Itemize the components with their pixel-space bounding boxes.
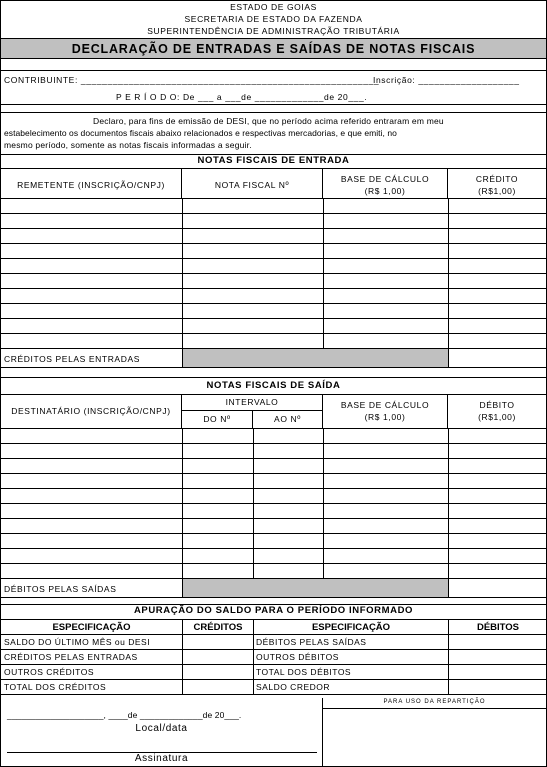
entrada-table[interactable]	[0, 198, 547, 368]
table-row[interactable]	[1, 459, 547, 474]
table-row[interactable]	[1, 504, 547, 519]
local-data-field[interactable]: ____________________, ____de _____________de 20___.	[7, 710, 242, 720]
table-row[interactable]	[1, 564, 547, 579]
table-row[interactable]	[1, 519, 547, 534]
table-row[interactable]	[1, 444, 547, 459]
col-debito: DÉBITO	[479, 400, 515, 410]
signature-label: Assinatura	[134, 753, 189, 764]
declaration-line-2: estabelecimento os documentos fiscais abaixo relacionados e respectivas mercadorias, e que emiti, no	[4, 128, 397, 138]
table-row[interactable]	[1, 429, 547, 444]
superintendence-name: SUPERINTENDÊNCIA DE ADMINISTRAÇÃO TRIBUTÁRIA	[147, 26, 400, 36]
table-row[interactable]	[1, 229, 547, 244]
apuracao-right-label: SALDO CREDOR	[254, 680, 449, 695]
col-remetente: REMETENTE (INSCRIÇÃO/CNPJ)	[17, 180, 165, 190]
table-row[interactable]	[1, 650, 547, 665]
apuracao-right-label: DÉBITOS PELAS SAÍDAS	[254, 635, 449, 650]
table-row[interactable]	[1, 489, 547, 504]
apuracao-left-label: SALDO DO ÚLTIMO MÊS ou DESI	[1, 635, 183, 650]
apuracao-h-debitos: DÉBITOS	[449, 620, 547, 635]
col-credito-unit: (R$1,00)	[478, 186, 516, 196]
table-row[interactable]	[1, 680, 547, 695]
table-row[interactable]	[1, 319, 547, 334]
table-row[interactable]	[1, 199, 547, 214]
table-row[interactable]	[1, 534, 547, 549]
entrada-total-label: CRÉDITOS PELAS ENTRADAS	[4, 354, 140, 364]
apuracao-table[interactable]	[0, 619, 547, 695]
apuracao-header-row	[1, 620, 547, 635]
col-intervalo: INTERVALO	[225, 397, 279, 407]
col-base-calculo: BASE DE CÁLCULO	[340, 174, 430, 184]
col-destinatario: DESTINATÁRIO (INSCRIÇÃO/CNPJ)	[11, 406, 171, 416]
periodo-field[interactable]: P E R Í O D O: De ___ a ___de _____________de 20___.	[116, 92, 368, 102]
entrada-section-title: NOTAS FISCAIS DE ENTRADA	[197, 155, 350, 166]
apuracao-h-creditos: CRÉDITOS	[183, 620, 254, 635]
apuracao-h-espec-2: ESPECIFICAÇÃO	[254, 620, 449, 635]
apuracao-h-espec: ESPECIFICAÇÃO	[1, 620, 183, 635]
col-base-calculo-saida: BASE DE CÁLCULO	[340, 400, 430, 410]
reparticao-label: PARA USO DA REPARTIÇÃO	[383, 699, 486, 705]
local-data-label: Local/data	[135, 723, 188, 734]
declaration-line-3: mesmo período, somente as notas fiscais informadas a seguir.	[4, 140, 252, 150]
col-do-numero: DO Nº	[203, 414, 231, 424]
table-row[interactable]	[1, 334, 547, 349]
apuracao-left-label: OUTROS CRÉDITOS	[1, 665, 183, 680]
saida-total-row	[1, 579, 547, 598]
col-base-calculo-saida-unit: (R$ 1,00)	[364, 412, 406, 422]
table-row[interactable]	[1, 274, 547, 289]
entrada-total-row	[1, 349, 547, 368]
declaration-line-1: Declaro, para fins de emissão de DESI, que no período acima referido entraram em meu	[93, 116, 444, 126]
table-row[interactable]	[1, 259, 547, 274]
col-ao-numero: AO Nº	[274, 414, 301, 424]
col-debito-unit: (R$1,00)	[478, 412, 516, 422]
saida-total-label: DÉBITOS PELAS SAÍDAS	[4, 584, 117, 594]
apuracao-right-label: TOTAL DOS DÉBITOS	[254, 665, 449, 680]
state-name: ESTADO DE GOIAS	[230, 2, 317, 12]
col-nota-fiscal: NOTA FISCAL Nº	[214, 180, 290, 190]
saida-table[interactable]	[0, 428, 547, 598]
table-row[interactable]	[1, 665, 547, 680]
secretariat-name: SECRETARIA DE ESTADO DA FAZENDA	[184, 14, 363, 24]
table-row[interactable]	[1, 244, 547, 259]
apuracao-left-label: TOTAL DOS CRÉDITOS	[1, 680, 183, 695]
apuracao-title: APURAÇÃO DO SALDO PARA O PERÍODO INFORMADO	[133, 605, 414, 616]
table-row[interactable]	[1, 474, 547, 489]
apuracao-left-label: CRÉDITOS PELAS ENTRADAS	[1, 650, 183, 665]
table-row[interactable]	[1, 214, 547, 229]
table-row[interactable]	[1, 549, 547, 564]
saida-section-title: NOTAS FISCAIS DE SAÍDA	[206, 380, 341, 391]
table-row[interactable]	[1, 635, 547, 650]
inscricao-field[interactable]: Inscrição: ___________________	[373, 75, 520, 85]
col-base-calculo-unit: (R$ 1,00)	[364, 186, 406, 196]
table-row[interactable]	[1, 304, 547, 319]
contribuinte-field[interactable]: CONTRIBUINTE: ________________________________________________________	[4, 75, 380, 85]
col-credito: CRÉDITO	[475, 174, 519, 184]
form-title: DECLARAÇÃO DE ENTRADAS E SAÍDAS DE NOTAS FISCAIS	[71, 42, 476, 56]
apuracao-right-label: OUTROS DÉBITOS	[254, 650, 449, 665]
table-row[interactable]	[1, 289, 547, 304]
